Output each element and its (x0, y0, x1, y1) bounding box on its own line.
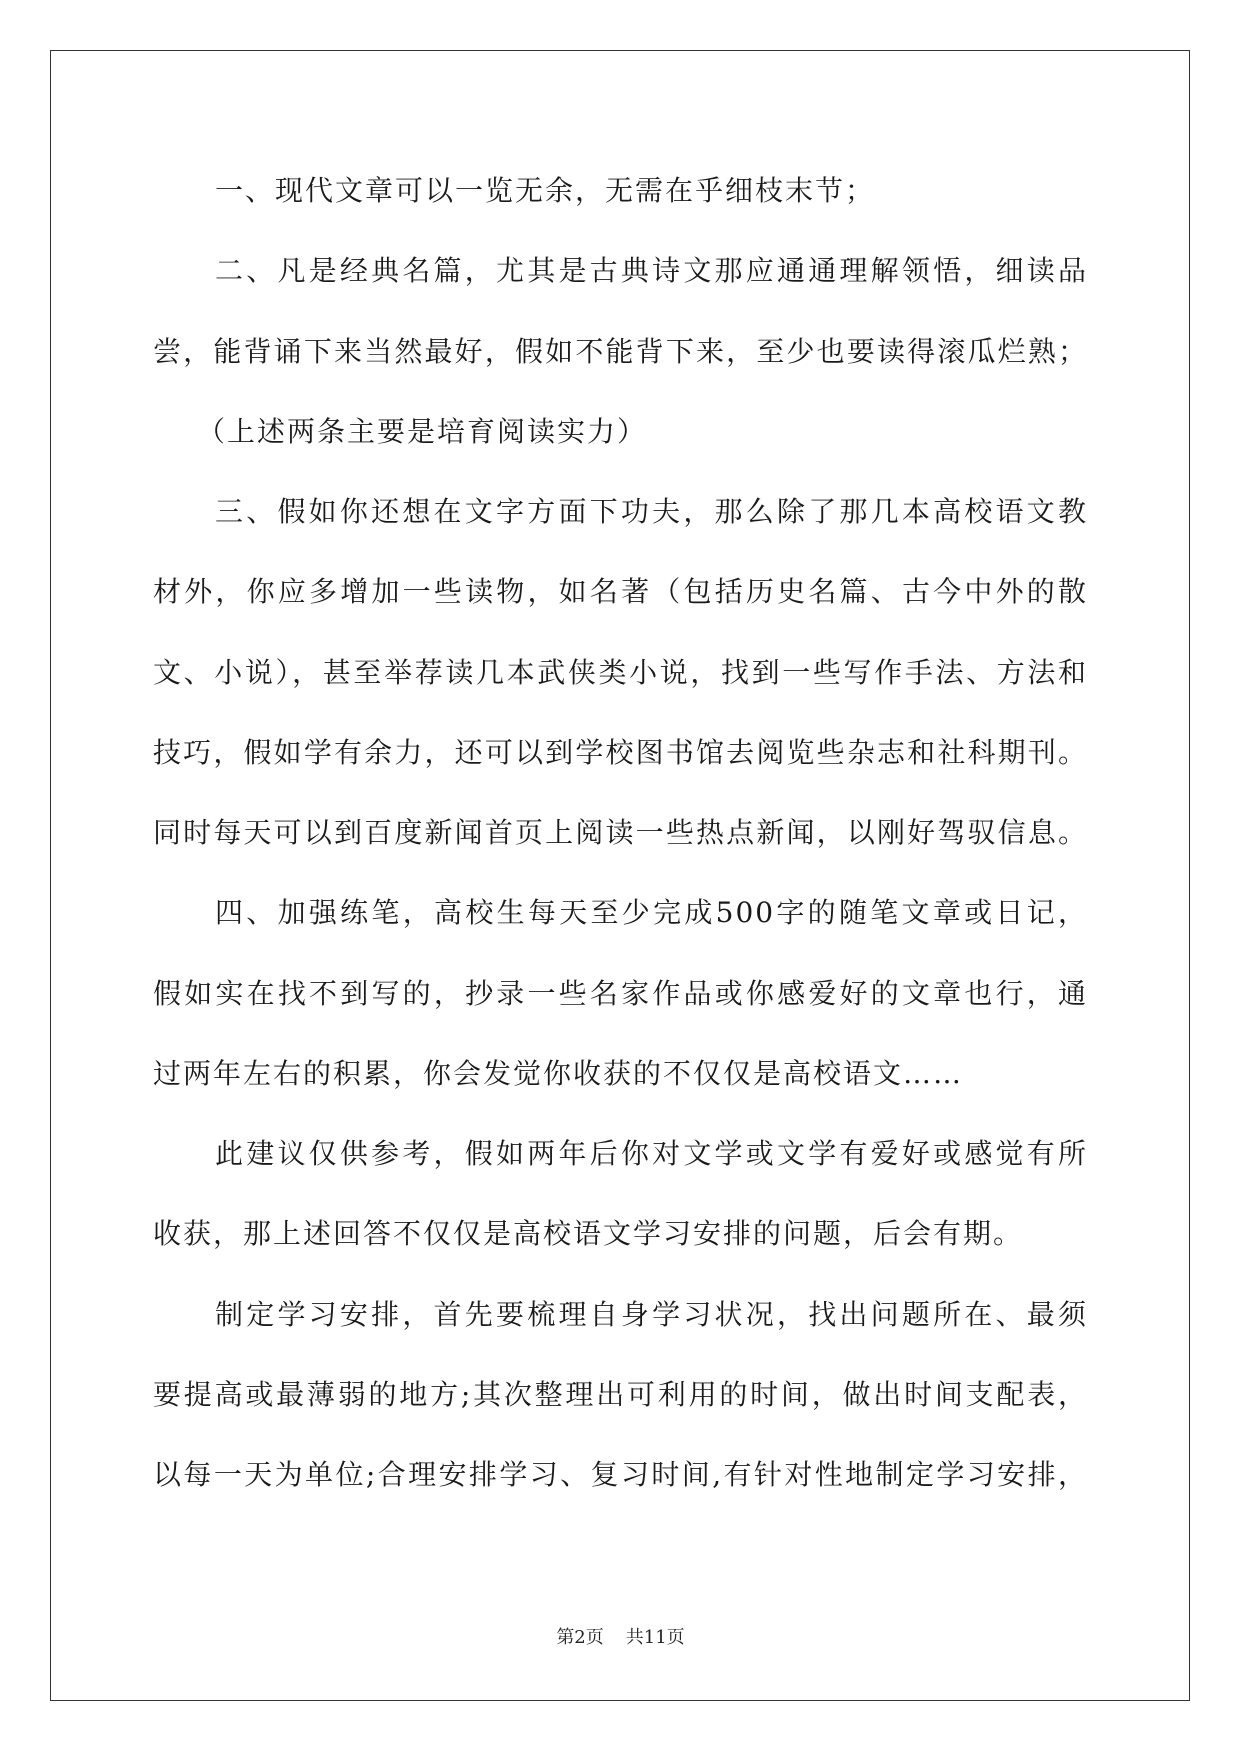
text-line: 过两年左右的积累，你会发觉你收获的不仅仅是高校语文…… (153, 1057, 964, 1090)
text-line: 技巧，假如学有余力，还可以到学校图书馆去阅览些杂志和社科期刊。 (153, 736, 1088, 769)
text-line: 材外，你应多增加一些读物，如名著（包括历史名篇、古今中外的散 (153, 575, 1088, 608)
text-line: 二、凡是经典名篇，尤其是古典诗文那应通通理解领悟，细读品 (215, 254, 1088, 287)
text-line: 四、加强练笔，高校生每天至少完成500字的随笔文章或日记， (215, 896, 1088, 929)
text-line: 文、小说），甚至举荐读几本武侠类小说，找到一些写作手法、方法和 (153, 656, 1088, 689)
text-line: 此建议仅供参考，假如两年后你对文学或文学有爱好或感觉有所 (215, 1137, 1088, 1170)
text-line: 尝，能背诵下来当然最好，假如不能背下来，至少也要读得滚瓜烂熟； (153, 335, 1088, 368)
text-line: 三、假如你还想在文字方面下功夫，那么除了那几本高校语文教 (215, 495, 1088, 528)
page-border (50, 50, 1190, 1701)
text-line: 要提高或最薄弱的地方;其次整理出可利用的时间，做出时间支配表， (153, 1378, 1088, 1411)
text-line: 以每一天为单位;合理安排学习、复习时间,有针对性地制定学习安排， (153, 1458, 1088, 1491)
text-line: 收获，那上述回答不仅仅是高校语文学习安排的问题，后会有期。 (153, 1217, 1024, 1250)
text-line: （上述两条主要是培育阅读实力） (197, 415, 648, 448)
page-total: 共11页 (625, 1627, 685, 1648)
page-footer (0, 1626, 1241, 1650)
text-line: 同时每天可以到百度新闻首页上阅读一些热点新闻，以刚好驾驭信息。 (153, 816, 1088, 849)
text-line: 假如实在找不到写的，抄录一些名家作品或你感爱好的文章也行，通 (153, 977, 1088, 1010)
text-line: 制定学习安排，首先要梳理自身学习状况，找出问题所在、最须 (215, 1298, 1088, 1331)
page-number: 第2页 (556, 1627, 604, 1648)
text-line: 一、现代文章可以一览无余，无需在乎细枝末节； (215, 174, 876, 207)
